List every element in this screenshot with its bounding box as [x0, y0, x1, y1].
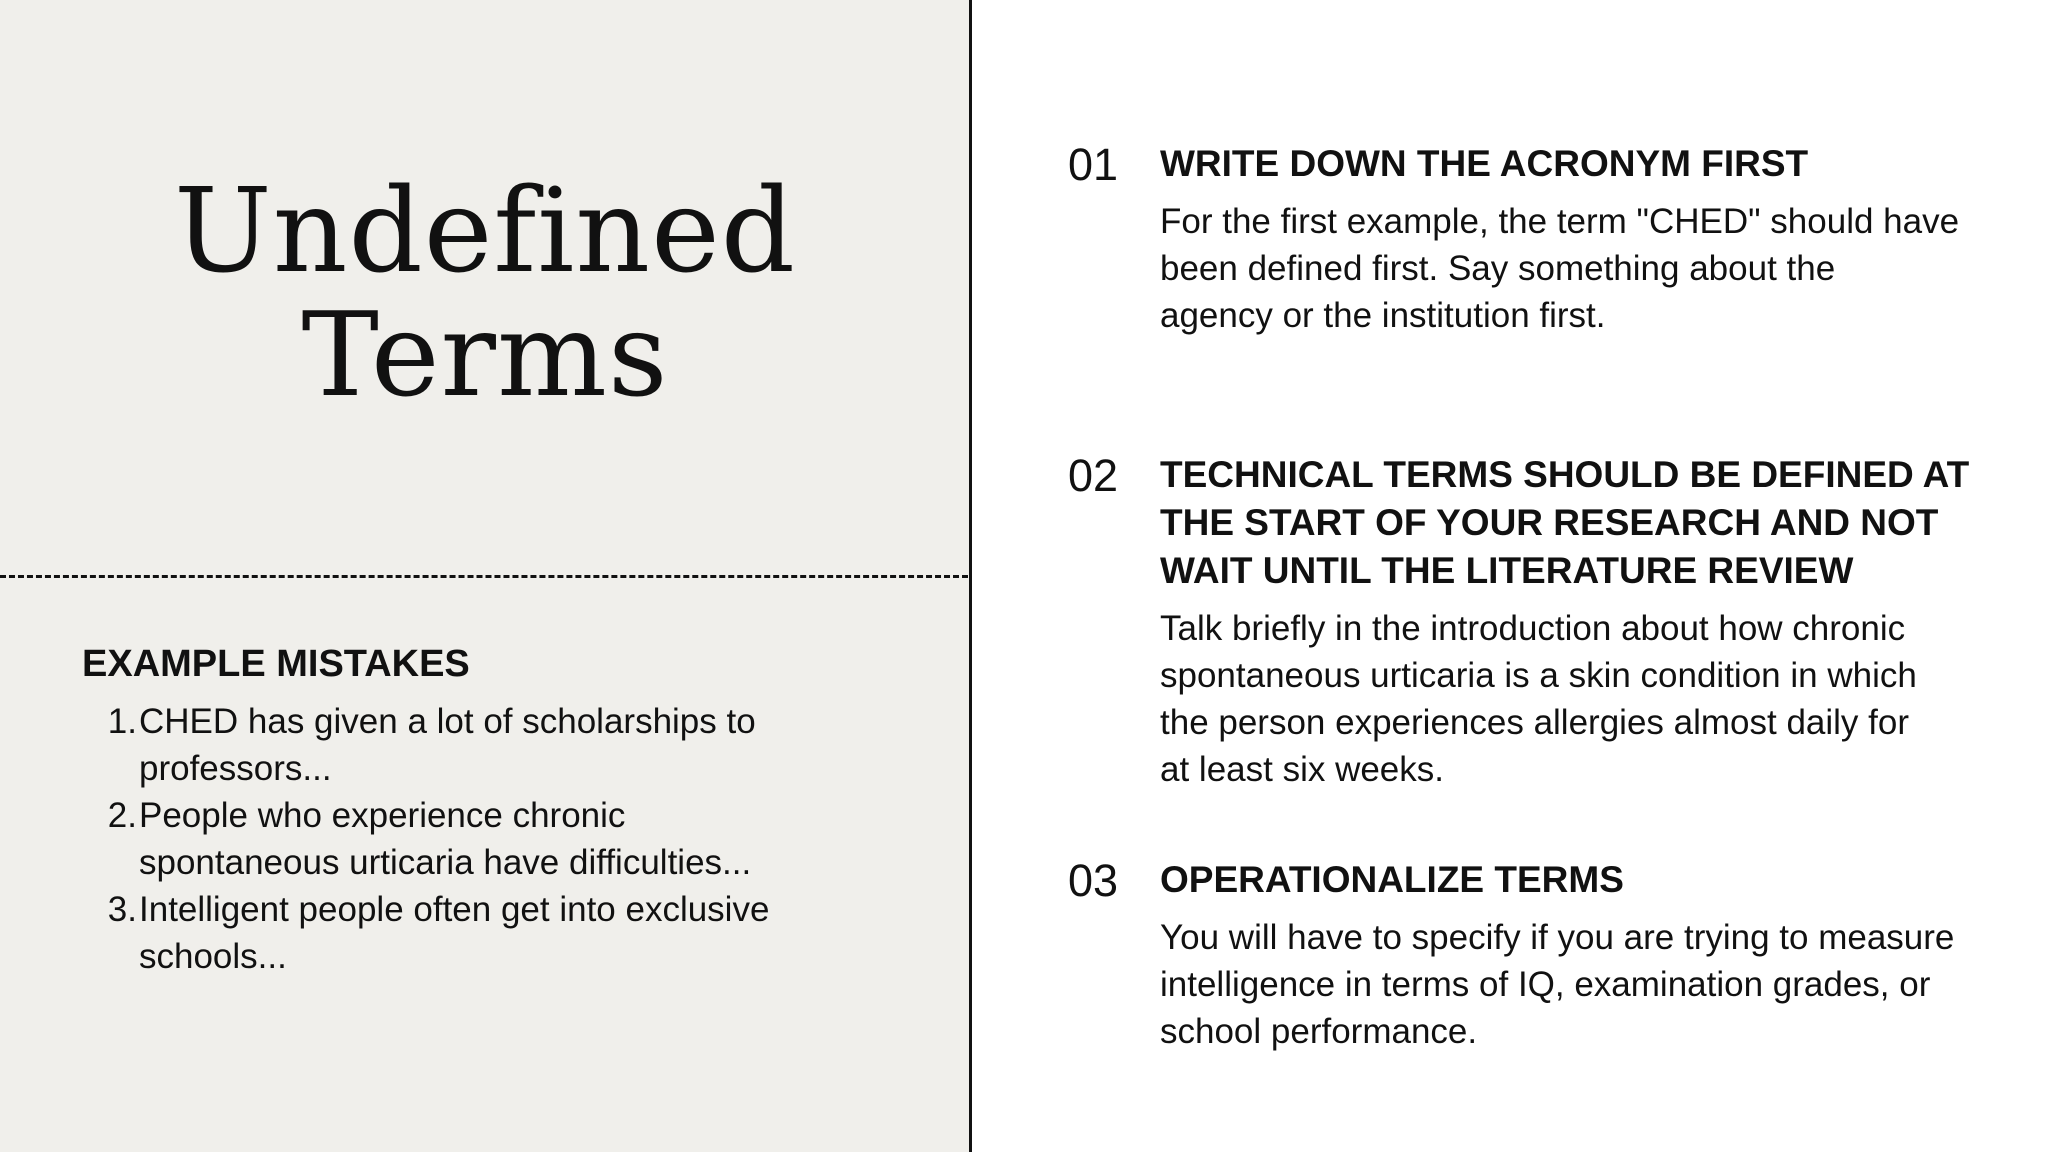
guideline-text — [1160, 914, 1998, 1055]
example-mistakes-section — [82, 640, 882, 980]
dashed-divider — [0, 575, 968, 578]
list-item-text-line: CHED has given a lot of scholarships to — [139, 702, 756, 741]
guideline-heading-line: WRITE DOWN THE ACRONYM FIRST — [1160, 143, 1809, 184]
page-title — [0, 164, 970, 423]
guideline-number: 03 — [1068, 855, 1119, 906]
title-line-2: Terms — [301, 288, 669, 423]
guideline-text-line: intelligence in terms of IQ, examination grades, or — [1160, 965, 1931, 1004]
guideline-text-line: spontaneous urticaria is a skin condition in which — [1160, 656, 1917, 695]
guideline-body — [1160, 856, 1998, 1055]
guideline-heading-line: OPERATIONALIZE TERMS — [1160, 859, 1624, 900]
guideline-heading — [1160, 856, 1998, 904]
guideline-body — [1160, 140, 1998, 339]
guideline-text-line: school performance. — [1160, 1012, 1478, 1051]
guideline-text — [1160, 605, 1998, 793]
list-item — [82, 698, 882, 792]
guideline-text-line: the person experiences allergies almost daily for — [1160, 703, 1909, 742]
list-item — [82, 886, 882, 980]
vertical-divider — [969, 0, 972, 1152]
list-item-text-line: People who experience chronic — [139, 796, 626, 835]
guideline-heading — [1160, 140, 1998, 188]
guideline-text-line: Talk briefly in the introduction about how chronic — [1160, 609, 1906, 648]
list-item-number: 1. — [107, 702, 137, 741]
example-mistakes-heading: EXAMPLE MISTAKES — [82, 643, 470, 685]
list-item-number: 3. — [107, 890, 137, 929]
guideline-text-line: agency or the institution first. — [1160, 296, 1606, 335]
list-item — [82, 792, 882, 886]
guideline-number: 02 — [1068, 450, 1119, 501]
guideline-text-line: You will have to specify if you are trying to measure — [1160, 918, 1955, 957]
example-mistakes-list — [82, 698, 882, 980]
list-item-number: 2. — [107, 796, 137, 835]
guideline-text-line: at least six weeks. — [1160, 750, 1444, 789]
guideline-number: 01 — [1068, 139, 1119, 190]
guideline-heading-line: WAIT UNTIL THE LITERATURE REVIEW — [1160, 550, 1854, 591]
list-item-text-line: schools... — [139, 937, 287, 976]
left-panel — [0, 0, 970, 1152]
guideline-heading-line: THE START OF YOUR RESEARCH AND NOT — [1160, 502, 1939, 543]
guideline-heading-line: TECHNICAL TERMS SHOULD BE DEFINED AT — [1160, 454, 1970, 495]
guideline-body — [1160, 451, 1998, 793]
list-item-text-line: spontaneous urticaria have difficulties... — [139, 843, 752, 882]
list-item-text-line: professors... — [139, 749, 332, 788]
list-item-text-line: Intelligent people often get into exclusive — [139, 890, 770, 929]
guideline-text-line: For the first example, the term "CHED" should have — [1160, 202, 1960, 241]
guideline-heading — [1160, 451, 1998, 595]
title-line-1: Undefined — [173, 164, 797, 299]
guideline-text-line: been defined first. Say something about the — [1160, 249, 1836, 288]
guideline-text — [1160, 198, 1998, 339]
